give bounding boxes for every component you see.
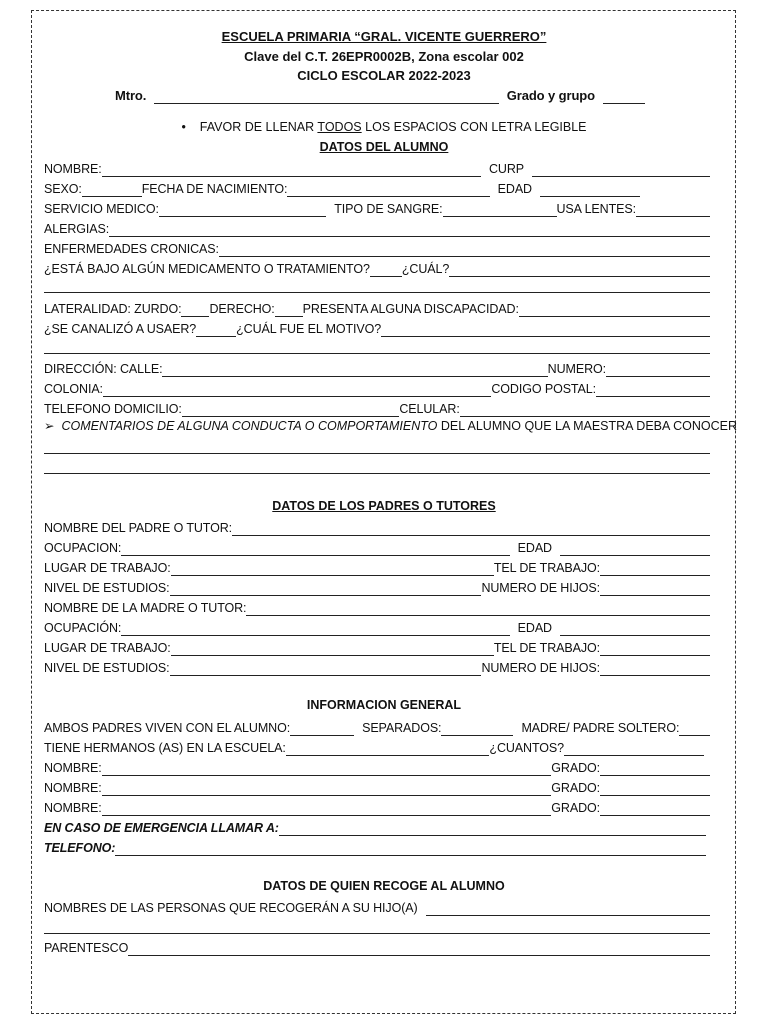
section-title-alumno: DATOS DEL ALUMNO <box>319 140 449 154</box>
derecho-field[interactable] <box>275 303 303 317</box>
section-title-padres: DATOS DE LOS PADRES O TUTORES <box>272 499 496 513</box>
celular-field[interactable] <box>460 403 710 417</box>
calle-field[interactable] <box>162 363 547 377</box>
usaer-field[interactable] <box>196 323 236 337</box>
row-lugar-padre: LUGAR DE TRABAJO: TEL DE TRABAJO: <box>44 556 710 576</box>
blank-line[interactable] <box>44 933 710 934</box>
row-emergencia: EN CASO DE EMERGENCIA LLAMAR A: <box>44 816 706 836</box>
ocupacion-madre-field[interactable] <box>121 622 509 636</box>
row-colonia: COLONIA: CODIGO POSTAL: <box>44 377 710 397</box>
numero-field[interactable] <box>606 363 710 377</box>
row-ocupacion-padre: OCUPACION: EDAD <box>44 536 710 556</box>
row-calle: DIRECCIÓN: CALLE: NUMERO: <box>44 357 710 377</box>
zurdo-field[interactable] <box>181 303 209 317</box>
medicamento-field[interactable] <box>370 263 402 277</box>
edad-padre-field[interactable] <box>560 542 710 556</box>
bullet-icon: • <box>181 120 186 134</box>
row-servicio-medico: SERVICIO MEDICO: TIPO DE SANGRE: USA LENTES: <box>44 197 710 217</box>
discapacidad-field[interactable] <box>519 303 710 317</box>
row-ambos-padres: AMBOS PADRES VIVEN CON EL ALUMNO: SEPARADOS: MADRE/ PADRE SOLTERO: <box>44 716 710 736</box>
grade-group-field[interactable] <box>603 90 645 104</box>
instruction: • FAVOR DE LLENAR TODOS LOS ESPACIOS CON LETRA LEGIBLE <box>181 120 587 134</box>
telefono-domicilio-field[interactable] <box>182 403 400 417</box>
row-hermano-2: NOMBRE: GRADO: <box>44 776 710 796</box>
nombre-field[interactable] <box>102 163 481 177</box>
row-recogen: NOMBRES DE LAS PERSONAS QUE RECOGERÁN A SU HIJO(A) <box>44 896 710 916</box>
tel-padre-field[interactable] <box>600 562 710 576</box>
emergencia-field[interactable] <box>279 822 706 836</box>
edad-madre-field[interactable] <box>560 622 710 636</box>
teacher-label: Mtro. <box>115 88 147 103</box>
row-nivel-madre: NIVEL DE ESTUDIOS: NUMERO DE HIJOS: <box>44 656 710 676</box>
nombre-madre-field[interactable] <box>246 602 710 616</box>
sexo-field[interactable] <box>82 183 142 197</box>
fecha-nacimiento-field[interactable] <box>287 183 489 197</box>
nombre-padre-field[interactable] <box>232 522 710 536</box>
hermanos-field[interactable] <box>286 742 490 756</box>
row-hermano-3: NOMBRE: GRADO: <box>44 796 710 816</box>
row-lugar-madre: LUGAR DE TRABAJO: TEL DE TRABAJO: <box>44 636 710 656</box>
row-hermano-1: NOMBRE: GRADO: <box>44 756 710 776</box>
comments-prompt: ➢ COMENTARIOS DE ALGUNA CONDUCTA O COMPORTAMIENTO DEL ALUMNO QUE LA MAESTRA DEBA CONOCER <box>44 419 738 433</box>
row-usaer: ¿SE CANALIZÓ A USAER? ¿CUÁL FUE EL MOTIVO? <box>44 317 710 337</box>
separados-field[interactable] <box>441 722 513 736</box>
ocupacion-padre-field[interactable] <box>121 542 509 556</box>
emergencia-telefono-field[interactable] <box>115 842 706 856</box>
servicio-medico-field[interactable] <box>159 203 326 217</box>
comments-line[interactable] <box>44 453 710 454</box>
lugar-padre-field[interactable] <box>171 562 494 576</box>
curp-field[interactable] <box>532 163 710 177</box>
usa-lentes-field[interactable] <box>636 203 710 217</box>
row-medicamento: ¿ESTÁ BAJO ALGÚN MEDICAMENTO O TRATAMIENTO? ¿CUÁL? <box>44 257 710 277</box>
row-nombre-padre: NOMBRE DEL PADRE O TUTOR: <box>44 516 710 536</box>
arrow-icon: ➢ <box>44 419 55 433</box>
section-title-general: INFORMACION GENERAL <box>306 698 462 712</box>
instruction-emphasis: TODOS <box>317 120 362 134</box>
cuantos-field[interactable] <box>564 742 704 756</box>
row-nivel-padre: NIVEL DE ESTUDIOS: NUMERO DE HIJOS: <box>44 576 710 596</box>
hermano-grado-field[interactable] <box>600 782 710 796</box>
teacher-row <box>115 84 645 104</box>
codigo-postal-field[interactable] <box>596 383 710 397</box>
nivel-padre-field[interactable] <box>170 582 482 596</box>
row-emergencia-telefono: TELEFONO: <box>44 836 706 856</box>
ambos-padres-field[interactable] <box>290 722 354 736</box>
school-title: ESCUELA PRIMARIA “GRAL. VICENTE GUERRERO” <box>221 29 547 44</box>
tel-madre-field[interactable] <box>600 642 710 656</box>
nivel-madre-field[interactable] <box>170 662 482 676</box>
row-sexo: SEXO: FECHA DE NACIMIENTO: EDAD <box>44 177 640 197</box>
motivo-field[interactable] <box>381 323 710 337</box>
blank-line[interactable] <box>44 353 710 354</box>
recogen-field[interactable] <box>426 902 710 916</box>
colonia-field[interactable] <box>103 383 491 397</box>
tipo-sangre-field[interactable] <box>443 203 557 217</box>
teacher-field[interactable] <box>154 90 498 104</box>
row-nombre-madre: NOMBRE DE LA MADRE O TUTOR: <box>44 596 710 616</box>
row-lateralidad: LATERALIDAD: ZURDO: DERECHO: PRESENTA ALGUNA DISCAPACIDAD: <box>44 297 710 317</box>
hermano-grado-field[interactable] <box>600 802 710 816</box>
hermano-nombre-field[interactable] <box>102 802 552 816</box>
hermano-nombre-field[interactable] <box>102 782 552 796</box>
row-ocupacion-madre: OCUPACIÓN: EDAD <box>44 616 710 636</box>
hijos-padre-field[interactable] <box>600 582 710 596</box>
medicamento-cual-field[interactable] <box>449 263 710 277</box>
enfermedades-field[interactable] <box>219 243 710 257</box>
hermano-grado-field[interactable] <box>600 762 710 776</box>
edad-field[interactable] <box>540 183 640 197</box>
row-hermanos: TIENE HERMANOS (AS) EN LA ESCUELA: ¿CUANTOS? <box>44 736 704 756</box>
blank-line[interactable] <box>44 292 710 293</box>
hermano-nombre-field[interactable] <box>102 762 552 776</box>
row-parentesco: PARENTESCO <box>44 936 710 956</box>
parentesco-field[interactable] <box>128 942 710 956</box>
row-alergias: ALERGIAS: <box>44 217 710 237</box>
hijos-madre-field[interactable] <box>600 662 710 676</box>
grade-group-label: Grado y grupo <box>506 88 595 103</box>
alergias-field[interactable] <box>109 223 710 237</box>
school-clave: Clave del C.T. 26EPR0002B, Zona escolar 002 <box>244 49 524 64</box>
row-telefono: TELEFONO DOMICILIO: CELULAR: <box>44 397 710 417</box>
soltero-field[interactable] <box>679 722 710 736</box>
comments-line[interactable] <box>44 473 710 474</box>
row-nombre-curp: NOMBRE: CURP <box>44 157 710 177</box>
school-year: CICLO ESCOLAR 2022-2023 <box>297 68 471 83</box>
lugar-madre-field[interactable] <box>171 642 494 656</box>
section-title-recoge: DATOS DE QUIEN RECOGE AL ALUMNO <box>263 879 505 893</box>
row-enfermedades: ENFERMEDADES CRONICAS: <box>44 237 710 257</box>
